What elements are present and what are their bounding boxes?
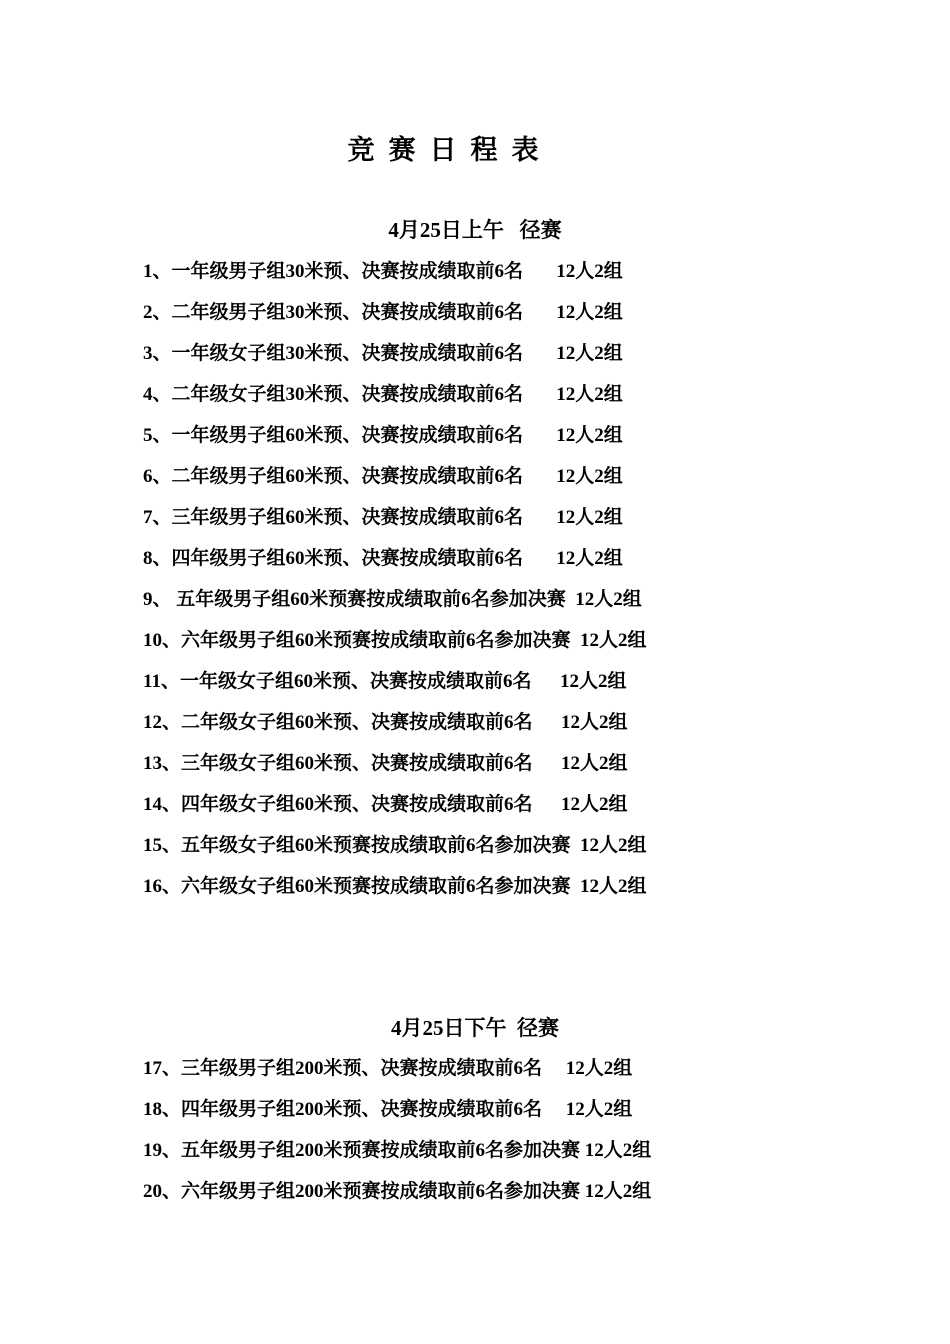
list-item: 4、二年级女子组30米预、决赛按成绩取前6名 12人2组 [143, 384, 623, 405]
list-item: 20、六年级男子组200米预赛按成绩取前6名参加决赛 12人2组 [143, 1181, 652, 1202]
section-heading-afternoon: 4月25日下午 径赛 [391, 1016, 559, 1040]
list-item: 15、五年级女子组60米预赛按成绩取前6名参加决赛 12人2组 [143, 835, 647, 856]
list-item: 7、三年级男子组60米预、决赛按成绩取前6名 12人2组 [143, 507, 623, 528]
list-item: 17、三年级男子组200米预、决赛按成绩取前6名 12人2组 [143, 1058, 633, 1079]
list-item: 14、四年级女子组60米预、决赛按成绩取前6名 12人2组 [143, 794, 628, 815]
event-list-afternoon [143, 1054, 651, 1218]
list-item: 10、六年级男子组60米预赛按成绩取前6名参加决赛 12人2组 [143, 630, 647, 651]
list-item: 6、二年级男子组60米预、决赛按成绩取前6名 12人2组 [143, 466, 623, 487]
list-item: 18、四年级男子组200米预、决赛按成绩取前6名 12人2组 [143, 1099, 633, 1120]
list-item: 8、四年级男子组60米预、决赛按成绩取前6名 12人2组 [143, 548, 623, 569]
section-heading-morning: 4月25日上午 径赛 [388, 218, 562, 242]
list-item: 5、一年级男子组60米预、决赛按成绩取前6名 12人2组 [143, 425, 623, 446]
list-item: 9、 五年级男子组60米预赛按成绩取前6名参加决赛 12人2组 [143, 589, 642, 610]
list-item: 11、一年级女子组60米预、决赛按成绩取前6名 12人2组 [143, 671, 627, 692]
event-list-morning [143, 257, 647, 913]
list-item: 3、一年级女子组30米预、决赛按成绩取前6名 12人2组 [143, 343, 623, 364]
list-item: 12、二年级女子组60米预、决赛按成绩取前6名 12人2组 [143, 712, 628, 733]
list-item: 1、一年级男子组30米预、决赛按成绩取前6名 12人2组 [143, 261, 623, 282]
list-item: 2、二年级男子组30米预、决赛按成绩取前6名 12人2组 [143, 302, 623, 323]
list-item: 19、五年级男子组200米预赛按成绩取前6名参加决赛 12人2组 [143, 1140, 652, 1161]
list-item: 13、三年级女子组60米预、决赛按成绩取前6名 12人2组 [143, 753, 628, 774]
list-item: 16、六年级女子组60米预赛按成绩取前6名参加决赛 12人2组 [143, 876, 647, 897]
document-title: 竞赛日程表 [347, 135, 553, 165]
